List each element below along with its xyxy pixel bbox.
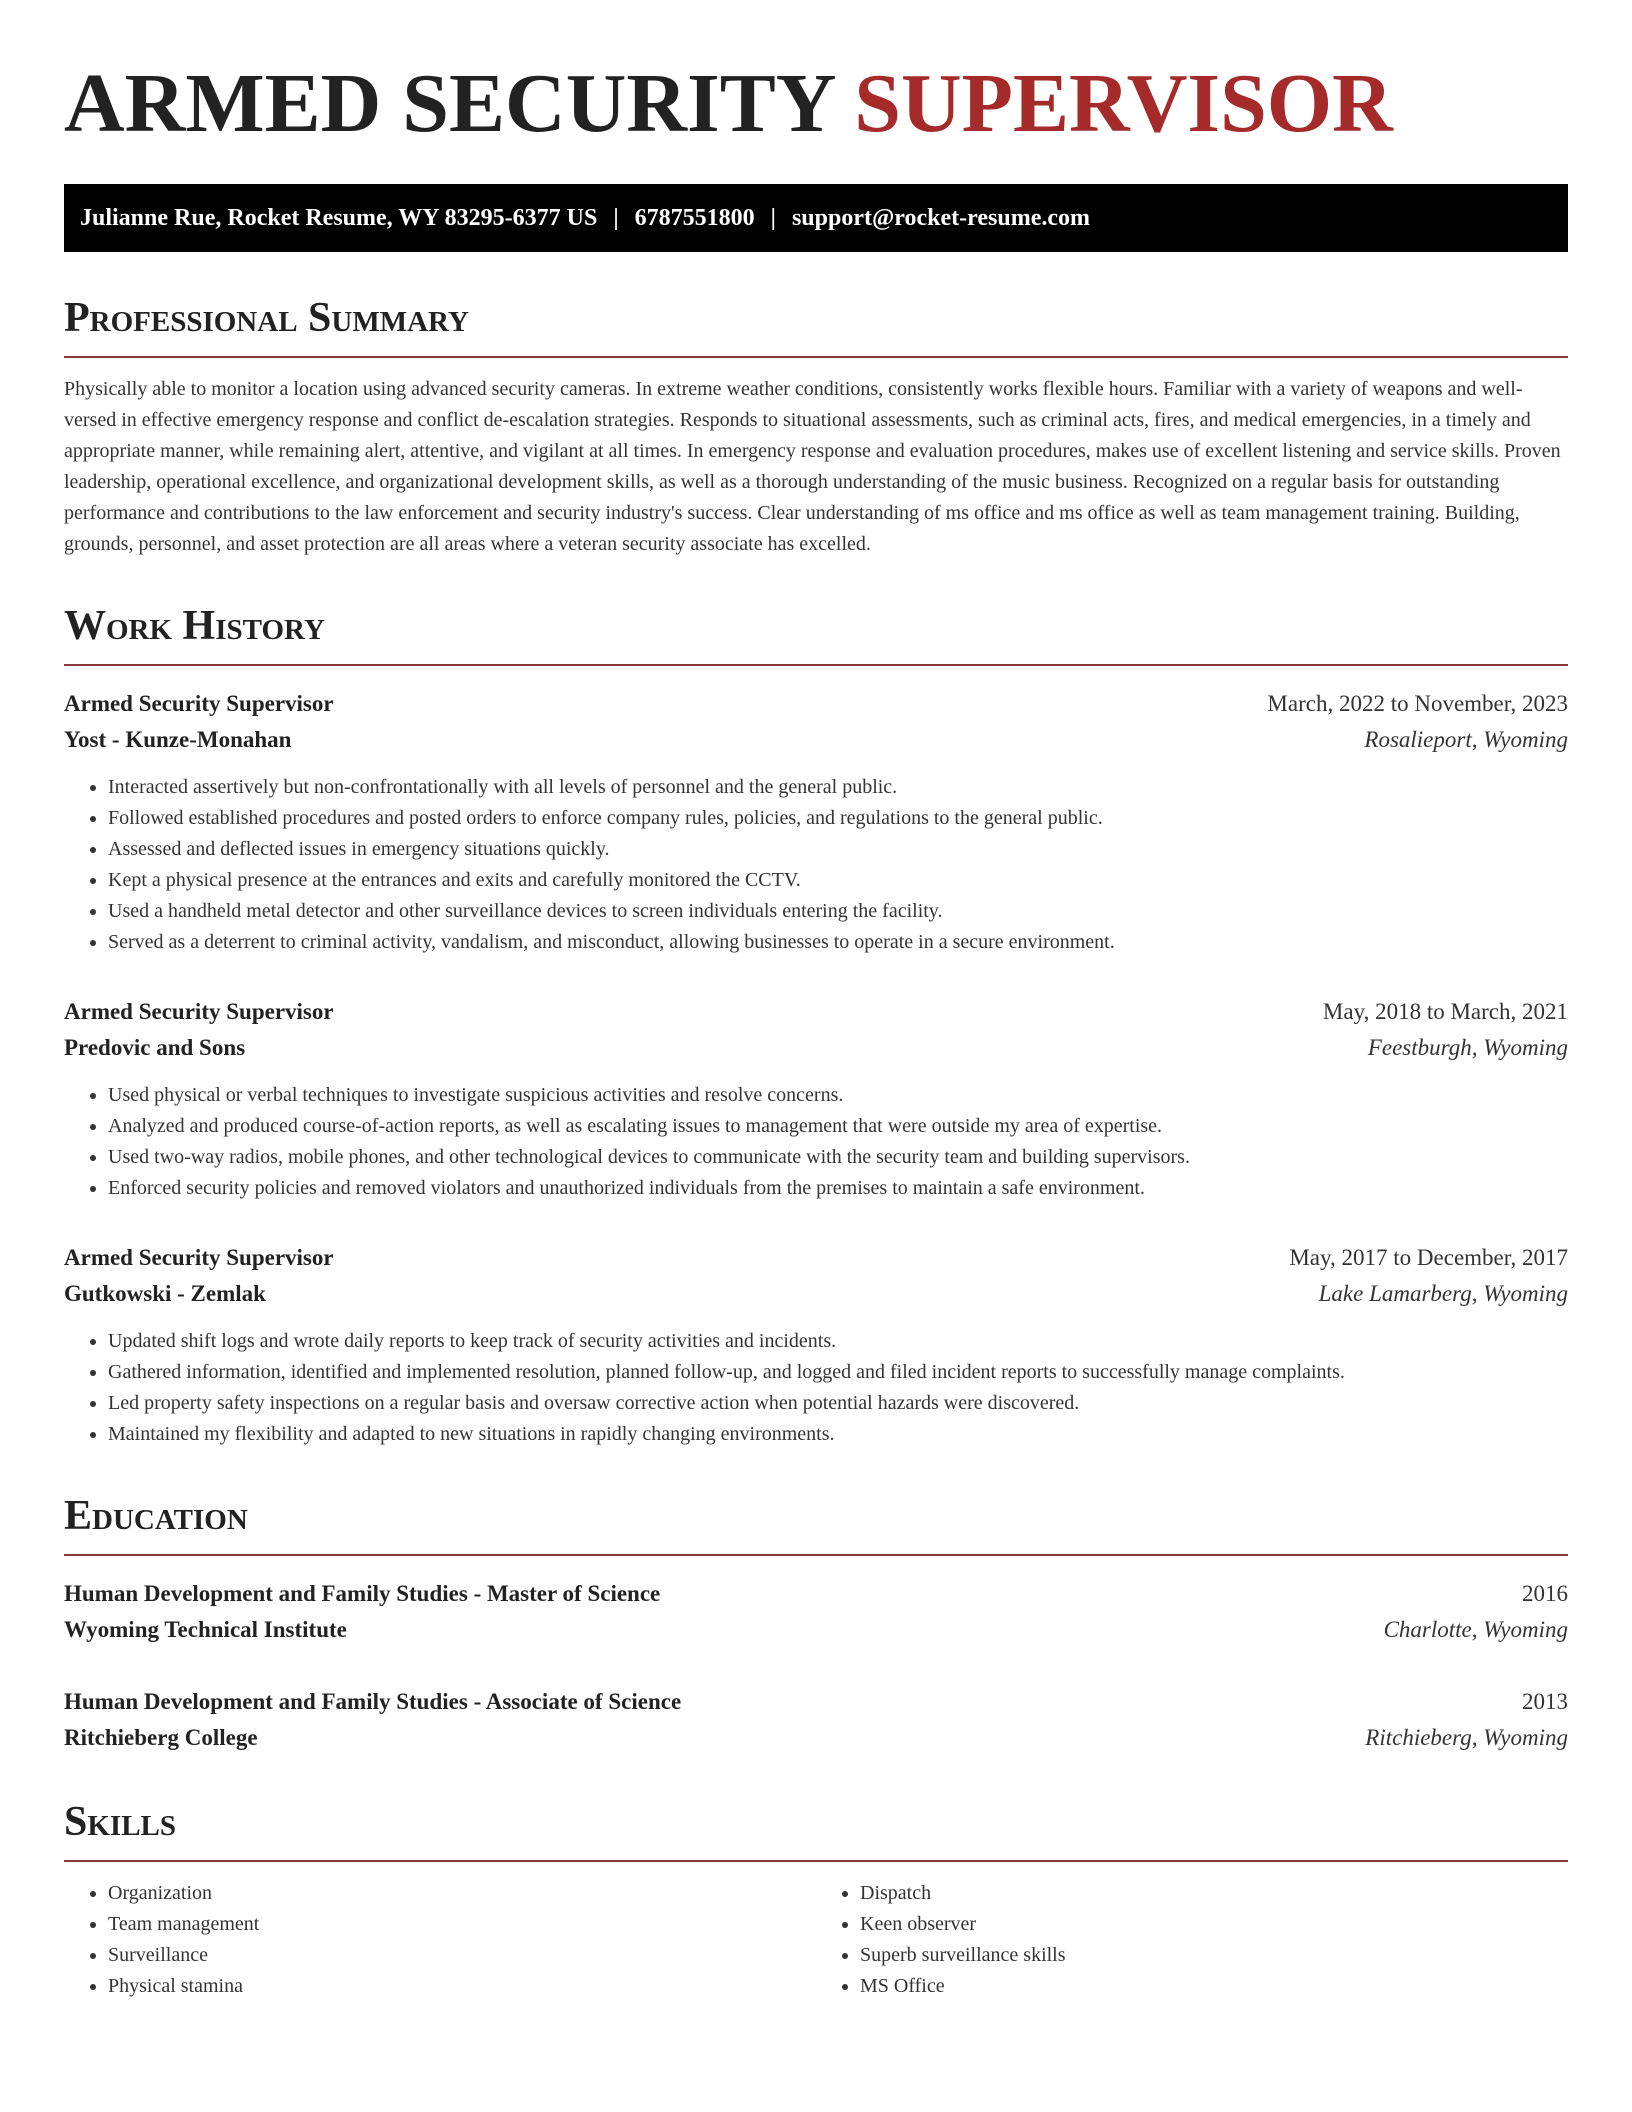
job-bullet: • Used a handheld metal detector and other surveillance devices to screen individuals entering the facility. [108,896,1568,927]
contact-address: Julianne Rue, Rocket Resume, WY 83295-6377 US [80,204,598,231]
skill-item: • Team management [108,1909,816,1940]
title-part-2: SUPERVISOR [854,57,1393,150]
job-entry [64,994,1568,1204]
job-bullet: • Kept a physical presence at the entrances and exits and carefully monitored the CCTV. [108,865,1568,896]
education-location: Charlotte, Wyoming [1383,1617,1568,1642]
contact-bar [64,184,1568,252]
job-title: Armed Security Supervisor [64,999,334,1024]
job-bullet: • Updated shift logs and wrote daily reports to keep track of security activities and incidents. [108,1326,1568,1357]
education-degree: Human Development and Family Studies - Master of Science [64,1581,661,1606]
job-company-row [64,722,1568,758]
page-title [64,58,1568,150]
job-company-row [64,1030,1568,1066]
skills-section [64,1796,1568,2002]
education-year: 2013 [1522,1689,1568,1714]
education-header-row [64,1576,1568,1612]
summary-text: Physically able to monitor a location using advanced security cameras. In extreme weather conditions, consistently works flexible hours. Familiar with a variety of weapons and well-versed in effective emergency response and conflict de-escalation strategies. Responds to situational assessments, such as criminal acts, fires, and medical emergencies, in a timely and appropriate manner, while remaining alert, attentive, and vigilant at all times. In emergency response and evaluation procedures, makes use of excellent listening and service skills. Proven leadership, operational excellence, and organizational development skills, as well as a thorough understanding of the music business. Recognized on a regular basis for outstanding performance and contributions to the law enforcement and security industry's success. Clear understanding of ms office and ms office as well as team management training. Building, grounds, personnel, and asset protection are all areas where a veteran security associate has excelled. [64,378,1561,555]
skill-item: • Organization [108,1878,816,1909]
skill-item: • Keen observer [860,1909,1568,1940]
education-school-row [64,1720,1568,1756]
job-header-row [64,686,1568,722]
job-company: Gutkowski - Zemlak [64,1281,266,1306]
job-header-row [64,994,1568,1030]
skills-list-right [816,1878,1568,2002]
job-bullets [64,1326,1568,1450]
job-dates: March, 2022 to November, 2023 [1267,691,1568,716]
job-company: Predovic and Sons [64,1035,246,1060]
section-title-summary: Professional Summary [64,292,1568,358]
job-bullet: • Maintained my flexibility and adapted to new situations in rapidly changing environments. [108,1419,1568,1450]
section-title-work-history: Work History [64,600,1568,666]
job-bullet: • Interacted assertively but non-confrontationally with all levels of personnel and the general public. [108,772,1568,803]
education-location: Ritchieberg, Wyoming [1365,1725,1568,1750]
contact-separator: | [770,204,776,231]
section-title-education: Education [64,1490,1568,1556]
education-school-row [64,1612,1568,1648]
job-bullets [64,1080,1568,1204]
job-company-row [64,1276,1568,1312]
job-bullet: • Analyzed and produced course-of-action reports, as well as escalating issues to management that were outside my area of expertise. [108,1111,1568,1142]
education-entry [64,1576,1568,1648]
education-section [64,1490,1568,1756]
education-entry [64,1684,1568,1756]
job-dates: May, 2017 to December, 2017 [1289,1245,1568,1270]
job-entry [64,1240,1568,1450]
job-bullet: • Followed established procedures and posted orders to enforce company rules, policies, and regulations to the general public. [108,803,1568,834]
skill-item: • MS Office [860,1971,1568,2002]
job-header-row [64,1240,1568,1276]
job-bullet: • Assessed and deflected issues in emergency situations quickly. [108,834,1568,865]
job-dates: May, 2018 to March, 2021 [1322,999,1568,1024]
education-year: 2016 [1522,1581,1568,1606]
job-company: Yost - Kunze-Monahan [64,727,292,752]
education-header-row [64,1684,1568,1720]
job-entry [64,686,1568,958]
job-title: Armed Security Supervisor [64,691,334,716]
job-location: Lake Lamarberg, Wyoming [1318,1281,1568,1306]
section-title-skills: Skills [64,1796,1568,1862]
title-part-1: ARMED SECURITY [64,57,834,150]
job-bullet: • Used two-way radios, mobile phones, and other technological devices to communicate with the security team and building supervisors. [108,1142,1568,1173]
skill-item: • Physical stamina [108,1971,816,2002]
skills-list-left [64,1878,816,2002]
education-school: Wyoming Technical Institute [64,1617,347,1642]
job-location: Rosalieport, Wyoming [1364,727,1568,752]
summary-section [64,292,1568,560]
contact-separator: | [613,204,619,231]
job-location: Feestburgh, Wyoming [1367,1035,1568,1060]
skill-item: • Dispatch [860,1878,1568,1909]
contact-phone: 6787551800 [634,204,755,231]
job-bullet: • Used physical or verbal techniques to investigate suspicious activities and resolve concerns. [108,1080,1568,1111]
education-school: Ritchieberg College [64,1725,258,1750]
job-bullets [64,772,1568,958]
job-bullet: • Served as a deterrent to criminal activity, vandalism, and misconduct, allowing businesses to operate in a secure environment. [108,927,1568,958]
education-degree: Human Development and Family Studies - Associate of Science [64,1689,682,1714]
work-history-section [64,600,1568,1450]
contact-email: support@rocket-resume.com [791,204,1090,231]
job-bullet: • Enforced security policies and removed violators and unauthorized individuals from the premises to maintain a safe environment. [108,1173,1568,1204]
skills-columns [64,1878,1568,2002]
job-title: Armed Security Supervisor [64,1245,334,1270]
skill-item: • Surveillance [108,1940,816,1971]
job-bullet: • Led property safety inspections on a regular basis and oversaw corrective action when potential hazards were discovered. [108,1388,1568,1419]
skill-item: • Superb surveillance skills [860,1940,1568,1971]
job-bullet: • Gathered information, identified and implemented resolution, planned follow-up, and logged and filed incident reports to successfully manage complaints. [108,1357,1568,1388]
